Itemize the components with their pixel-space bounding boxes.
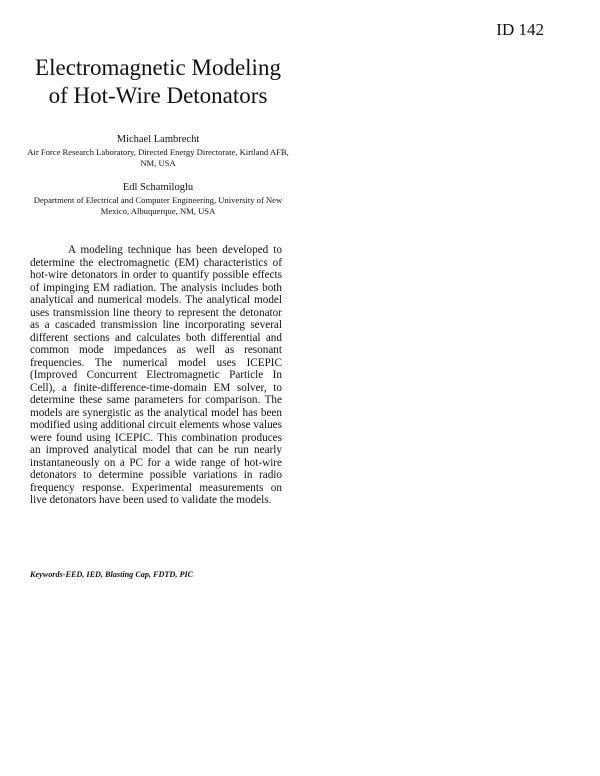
author-name-2: Edl Schamiloglu <box>122 182 194 193</box>
abstract-text: A modeling technique has been developed to determine the electromagnetic (EM) characteristics of hot-wire detonators in order to quantify possible effects of impinging EM radiation. The analysis includes both analytical and numerical models. The analytical model uses transmission line theory to represent the detonator as a cascaded transmission line incorporating several different sections and calculates both differential and common mode impedances as well as resonant frequencies. The numerical model uses ICEPIC (Improved Concurrent Electromagnetic Particle In Cell), a finite-difference-time-domain EM solver, to determine these same parameters for comparison. The models are synergistic as the analytical model has been modified using additional circuit elements whose values were found using ICEPIC. This combination produces an improved analytical model that can be run nearly instantaneously on a PC for a wide range of hot-wire detonators to determine possible variations in radio frequency response. Experimental measurements on live detonators have been used to validate the models. <box>30 244 282 506</box>
author-block-2 <box>26 182 290 217</box>
paper-id: ID 142 <box>496 20 544 39</box>
author-name-1: Michael Lambrecht <box>116 134 200 145</box>
author-affiliation-1: Air Force Research Laboratory, Directed Energy Directorate, Kirtland AFB, NM, USA <box>27 147 289 168</box>
keywords: Keywords-EED, IED, Blasting Cap, FDTD, PIC <box>30 570 194 579</box>
paper-title: Electromagnetic Modeling of Hot-Wire Detonators <box>35 55 281 108</box>
author-affiliation-2: Department of Electrical and Computer Engineering, University of New Mexico, Albuquerque, NM, USA <box>33 195 283 216</box>
author-block-1 <box>26 134 290 169</box>
